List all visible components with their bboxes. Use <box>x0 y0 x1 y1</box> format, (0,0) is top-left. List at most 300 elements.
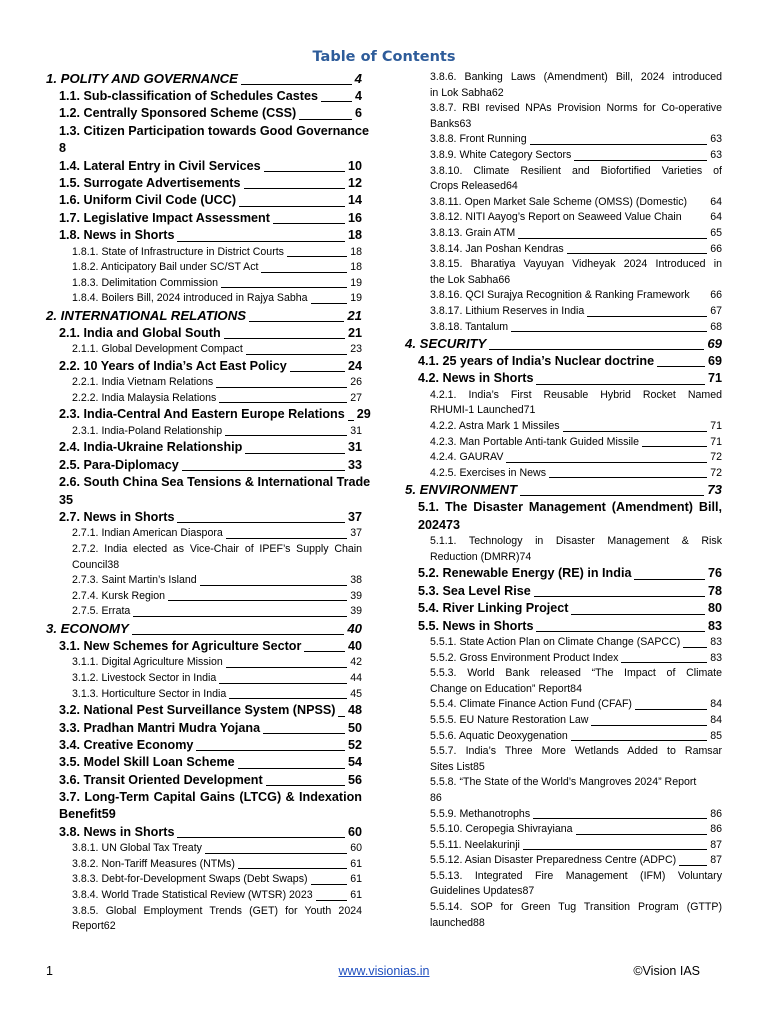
dotted-leader <box>177 837 345 838</box>
toc-entry[interactable] <box>46 687 362 703</box>
dotted-leader <box>536 384 705 385</box>
dotted-leader <box>177 241 345 242</box>
toc-entry[interactable] <box>46 872 362 888</box>
toc-entry-page: 71 <box>710 420 722 433</box>
toc-entry[interactable] <box>46 88 362 105</box>
toc-entry[interactable] <box>405 838 722 854</box>
dotted-leader <box>536 631 705 632</box>
toc-entry[interactable] <box>405 713 722 729</box>
toc-entry-page: 64 <box>710 211 722 224</box>
dotted-leader <box>249 321 344 322</box>
toc-entry[interactable] <box>46 227 362 244</box>
toc-entry-title: 2.7. News in Shorts <box>59 509 175 524</box>
toc-entry-title: 3.8.8. Front Running <box>430 133 527 146</box>
toc-entry[interactable] <box>46 638 362 655</box>
toc-entry-page: 73 <box>707 482 722 498</box>
toc-entry-title: 3.8.11. Open Market Sale Scheme (OMSS) (Domestic) <box>430 195 688 208</box>
dotted-leader <box>133 616 347 617</box>
toc-entry-page: 85 <box>472 760 485 773</box>
toc-entry-title: 1.8.1. State of Infrastructure in District Courts <box>72 245 284 258</box>
toc-entry-page: 27 <box>350 391 362 404</box>
toc-entry[interactable] <box>405 618 722 635</box>
toc-entry-title: 5.5.4. Climate Finance Action Fund (CFAF) <box>430 698 632 711</box>
toc-entry-page: 45 <box>350 687 362 700</box>
toc-entry[interactable] <box>405 101 722 132</box>
toc-entry[interactable] <box>46 526 362 542</box>
toc-entry-page: 84 <box>710 713 722 726</box>
toc-entry[interactable] <box>405 288 722 304</box>
dotted-leader <box>216 387 347 388</box>
dotted-leader <box>311 303 348 304</box>
toc-entry-page: 76 <box>707 566 722 581</box>
toc-entry[interactable] <box>405 370 722 387</box>
toc-entry-page: 86 <box>430 791 442 804</box>
toc-entry-title: 3.8.10. Climate Resilient and Biofortified Varieties of <box>430 164 722 177</box>
toc-entry-page: 56 <box>347 772 362 787</box>
toc-entry[interactable] <box>46 439 362 456</box>
toc-entry-title: 3.8.17. Lithium Reserves in India <box>430 304 585 317</box>
dotted-leader <box>571 740 707 741</box>
toc-entry-title: 1.8.3. Delimitation Commission <box>72 276 219 289</box>
toc-entry-page: 87 <box>710 854 722 867</box>
toc-entry-title: 3.8. News in Shorts <box>59 824 175 839</box>
dotted-leader <box>511 331 707 332</box>
toc-entry[interactable] <box>46 325 362 342</box>
toc-entry[interactable] <box>405 583 722 600</box>
toc-entry[interactable] <box>405 853 722 869</box>
toc-entry[interactable] <box>405 226 722 242</box>
toc-entry-title-continued: Benefit <box>59 807 102 822</box>
toc-entry-title-continued: Crops Released <box>430 180 506 193</box>
toc-entry-title: 5.3. Sea Level Rise <box>418 583 531 598</box>
toc-entry-title: 2.1. India and Global South <box>59 325 221 340</box>
dotted-leader <box>241 84 352 85</box>
toc-entry[interactable] <box>46 720 362 737</box>
toc-entry-title: 3.8.18. Tantalum <box>430 320 509 333</box>
toc-entry[interactable] <box>405 481 722 499</box>
toc-entry-title-continued: launched <box>430 916 474 929</box>
toc-entry-title-continued: 2024 <box>418 517 447 532</box>
dotted-leader <box>311 884 348 885</box>
toc-entry[interactable] <box>405 822 722 838</box>
toc-entry-page: 37 <box>347 509 362 524</box>
toc-entry-title: 3.1.3. Horticulture Sector in India <box>72 687 227 700</box>
toc-entry-page: 84 <box>710 698 722 711</box>
toc-entry-title: 1.1. Sub-classification of Schedules Castes <box>59 88 318 103</box>
toc-entry-title: 3.8.2. Non-Tariff Measures (NTMs) <box>72 857 235 870</box>
toc-entry-page: 64 <box>710 195 722 208</box>
toc-entry-page: 39 <box>350 605 362 618</box>
dotted-leader <box>634 579 705 580</box>
toc-entry-page: 44 <box>350 671 362 684</box>
toc-entry[interactable] <box>405 195 722 211</box>
toc-entry-title-continued: in Lok Sabha <box>430 86 492 99</box>
toc-entry-page: 23 <box>350 343 362 356</box>
dotted-leader <box>200 585 348 586</box>
toc-entry-page: 71 <box>710 435 722 448</box>
toc-entry[interactable] <box>405 353 722 370</box>
toc-entry-title: 5.2. Renewable Energy (RE) in India <box>418 566 632 581</box>
toc-entry[interactable] <box>46 391 362 407</box>
toc-entry[interactable] <box>46 70 362 88</box>
toc-entry[interactable] <box>46 754 362 771</box>
dotted-leader <box>221 287 347 288</box>
toc-entry[interactable] <box>46 474 371 509</box>
toc-entry-page: 88 <box>473 916 485 929</box>
toc-entry[interactable] <box>46 192 362 209</box>
toc-entry[interactable] <box>46 123 370 158</box>
toc-entry-page: 21 <box>347 325 362 340</box>
toc-entry-page: 71 <box>707 371 722 386</box>
toc-entry-page: 83 <box>707 618 722 633</box>
dotted-leader <box>348 420 354 421</box>
dotted-leader <box>224 338 345 339</box>
toc-entry-title: 2.7.1. Indian American Diaspora <box>72 527 223 540</box>
toc-entry-page: 19 <box>350 292 362 305</box>
footer-website-link[interactable]: www.visionias.in <box>338 964 430 978</box>
toc-entry-page: 86 <box>710 823 722 836</box>
toc-entry-title: 3.8.1. UN Global Tax Treaty <box>72 842 202 855</box>
dotted-leader <box>238 768 345 769</box>
toc-entry-title: 1.2. Centrally Sponsored Scheme (CSS) <box>59 106 297 121</box>
toc-entry-page: 29 <box>356 407 371 422</box>
toc-entry[interactable] <box>405 534 722 565</box>
toc-entry[interactable] <box>405 164 722 195</box>
toc-entry[interactable] <box>46 573 362 589</box>
toc-entry-title: 3.1.2. Livestock Sector in India <box>72 671 217 684</box>
toc-entry-title-continued: Change on Education” Report <box>430 682 571 695</box>
toc-entry[interactable] <box>405 320 722 336</box>
toc-entry-title: 2.4. India-Ukraine Relationship <box>59 440 243 455</box>
toc-entry[interactable] <box>405 388 722 419</box>
dotted-leader <box>219 402 347 403</box>
toc-entry-title: 3.4. Creative Economy <box>59 737 194 752</box>
dotted-leader <box>246 354 347 355</box>
dotted-leader <box>642 446 707 447</box>
toc-entry[interactable] <box>405 435 722 451</box>
toc-entry[interactable] <box>46 542 362 573</box>
toc-entry-page: 31 <box>350 424 362 437</box>
toc-entry[interactable] <box>405 744 722 775</box>
toc-entry-title: 4.1. 25 years of India’s Nuclear doctrine <box>418 354 655 369</box>
toc-entry[interactable] <box>46 904 362 935</box>
dotted-leader <box>132 634 345 635</box>
toc-entry-page: 66 <box>710 242 722 255</box>
dotted-leader <box>316 900 348 901</box>
toc-entry-page: 83 <box>710 635 722 648</box>
toc-entry-title: 3.5. Model Skill Loan Scheme <box>59 755 235 770</box>
toc-entry-page: 26 <box>350 376 362 389</box>
toc-entry[interactable] <box>46 737 362 754</box>
toc-entry[interactable] <box>46 509 362 526</box>
toc-entry-page: 59 <box>101 807 116 822</box>
toc-entry-title: 1. POLITY AND GOVERNANCE <box>46 71 238 86</box>
toc-entry-page: 63 <box>710 133 722 146</box>
dotted-leader <box>225 435 347 436</box>
toc-entry-title: 1.8. News in Shorts <box>59 228 175 243</box>
toc-entry[interactable] <box>46 772 362 789</box>
toc-column-right <box>405 70 722 931</box>
dotted-leader <box>679 865 707 866</box>
toc-entry[interactable] <box>405 807 722 823</box>
toc-entry-title: 2.3. India-Central And Eastern Europe Relations <box>59 407 345 422</box>
toc-entry[interactable] <box>46 424 362 440</box>
toc-entry-page: 8 <box>59 141 67 156</box>
toc-entry-title: 1.3. Citizen Participation towards Good Governance <box>59 123 370 138</box>
toc-entry-page: 12 <box>347 175 362 190</box>
toc-entry[interactable] <box>46 671 362 687</box>
toc-entry-title: 3.8.13. Grain ATM <box>430 226 516 239</box>
toc-entry[interactable] <box>405 729 722 745</box>
toc-entry-title: 1.8.2. Anticipatory Bail under SC/ST Act <box>72 261 259 274</box>
toc-entry-title: 2.2.1. India Vietnam Relations <box>72 376 214 389</box>
toc-entry[interactable] <box>405 450 722 466</box>
toc-entry[interactable] <box>405 257 722 288</box>
dotted-leader <box>534 596 705 597</box>
toc-entry-title: 2.2.2. India Malaysia Relations <box>72 391 217 404</box>
toc-entry-title: 5.4. River Linking Project <box>418 601 569 616</box>
dotted-leader <box>571 614 705 615</box>
toc-entry-title: 2.6. South China Sea Tensions & International Trade <box>59 475 371 490</box>
toc-entry-page: 83 <box>710 651 722 664</box>
toc-entry-title: 2.7.2. India elected as Vice-Chair of IPEF’s Supply Chain <box>72 542 362 555</box>
dotted-leader <box>196 750 345 751</box>
toc-entry-title-continued: Guidelines Updates <box>430 885 523 898</box>
footer-page-number: 1 <box>46 964 53 978</box>
toc-entry-page: 18 <box>350 245 362 258</box>
toc-entry[interactable] <box>405 666 722 697</box>
toc-entry-page: 31 <box>347 440 362 455</box>
toc-entry[interactable] <box>405 900 722 931</box>
dotted-leader <box>563 431 708 432</box>
toc-entry[interactable] <box>46 789 362 824</box>
toc-entry-page: 78 <box>707 583 722 598</box>
dotted-leader <box>182 470 345 471</box>
toc-entry-title: 2.3.1. India-Poland Relationship <box>72 424 223 437</box>
toc-entry-page: 54 <box>347 755 362 770</box>
toc-entry-title: 5.5.7. India’s Three More Wetlands Added to Ramsar <box>430 745 722 758</box>
toc-entry[interactable] <box>46 245 362 261</box>
toc-entry-title: 2.7.4. Kursk Region <box>72 589 166 602</box>
toc-entry-page: 74 <box>519 550 532 563</box>
toc-entry[interactable] <box>46 888 362 904</box>
toc-entry-title: 4.2. News in Shorts <box>418 371 534 386</box>
toc-entry-page: 66 <box>710 289 722 302</box>
toc-entry-title: 5.5.13. Integrated Fire Management (IFM) Voluntary <box>430 869 722 882</box>
toc-entry[interactable] <box>405 132 722 148</box>
toc-entry-title: 5. ENVIRONMENT <box>405 482 518 498</box>
dotted-leader <box>261 272 347 273</box>
toc-entry-title-continued: Banks <box>430 117 460 130</box>
toc-entry-title: 3.1. New Schemes for Agriculture Sector <box>59 638 302 653</box>
toc-entry[interactable] <box>46 604 362 620</box>
toc-entry-title: 3.7. Long-Term Capital Gains (LTCG) & Indexation <box>59 790 362 805</box>
toc-entry-title: 4. SECURITY <box>405 336 487 352</box>
toc-entry-page: 85 <box>710 729 722 742</box>
dotted-leader <box>287 256 347 257</box>
dotted-leader <box>290 371 345 372</box>
toc-entry[interactable] <box>46 655 362 671</box>
toc-entry-page: 84 <box>570 682 582 695</box>
toc-entry-page: 52 <box>347 737 362 752</box>
dotted-leader <box>576 834 708 835</box>
toc-entry[interactable] <box>405 242 722 258</box>
toc-entry[interactable] <box>405 697 722 713</box>
toc-entry[interactable] <box>405 335 722 353</box>
dotted-leader <box>635 709 707 710</box>
toc-entry-title: 1.6. Uniform Civil Code (UCC) <box>59 193 237 208</box>
toc-entry-page: 38 <box>350 574 362 587</box>
dotted-leader <box>226 538 347 539</box>
toc-entry[interactable] <box>405 565 722 582</box>
toc-entry-page: 48 <box>347 703 362 718</box>
toc-entry-title: 3.3. Pradhan Mantri Mudra Yojana <box>59 720 261 735</box>
toc-entry[interactable] <box>46 457 362 474</box>
toc-entry-page: 63 <box>710 148 722 161</box>
toc-entry[interactable] <box>405 635 722 651</box>
toc-entry-title: 5.5.11. Neelakurinji <box>430 838 520 851</box>
dotted-leader <box>533 818 707 819</box>
toc-entry-title: 3. ECONOMY <box>46 620 129 636</box>
toc-entry-page: 61 <box>350 889 362 902</box>
toc-entry[interactable] <box>405 210 722 226</box>
dotted-leader <box>587 316 707 317</box>
toc-entry-title: 2.1.1. Global Development Compact <box>72 343 243 356</box>
dotted-leader <box>574 160 707 161</box>
toc-column-left <box>46 70 371 935</box>
toc-entry-page: 4 <box>354 88 362 103</box>
toc-entry-page: 4 <box>354 71 362 86</box>
dotted-leader <box>264 171 345 172</box>
toc-entry[interactable] <box>46 175 362 192</box>
toc-entry[interactable] <box>46 620 362 638</box>
toc-entry-title-continued: the Lok Sabha <box>430 273 499 286</box>
toc-entry-page: 6 <box>354 106 362 121</box>
toc-entry-title: 2.7.5. Errata <box>72 605 131 618</box>
toc-entry-title: 5.5.12. Asian Disaster Preparedness Centre (ADPC) <box>430 854 677 867</box>
toc-entry-page: 72 <box>710 466 722 479</box>
toc-entry-title: 5.5.6. Aquatic Deoxygenation <box>430 729 568 742</box>
toc-entry-page: 80 <box>707 601 722 616</box>
dotted-leader <box>657 366 705 367</box>
toc-entry[interactable] <box>46 702 362 719</box>
toc-entry[interactable] <box>405 651 722 667</box>
toc-entry-page: 87 <box>522 885 535 898</box>
toc-entry[interactable] <box>405 148 722 164</box>
toc-entry-page: 65 <box>710 226 722 239</box>
footer-copyright: ©Vision IAS <box>633 964 700 978</box>
toc-entry[interactable] <box>46 105 362 122</box>
toc-entry-title: 3.8.12. NITI Aayog’s Report on Seaweed Value Chain <box>430 211 682 224</box>
dotted-leader <box>219 683 347 684</box>
toc-entry-title: 3.8.9. White Category Sectors <box>430 148 572 161</box>
toc-entry[interactable] <box>405 304 722 320</box>
toc-entry[interactable] <box>46 358 362 375</box>
toc-entry-title: 2.2. 10 Years of India’s Act East Policy <box>59 358 287 373</box>
toc-entry[interactable] <box>405 70 722 101</box>
dotted-leader <box>205 853 347 854</box>
dotted-leader <box>523 849 707 850</box>
dotted-leader <box>177 522 345 523</box>
toc-entry-page: 69 <box>707 336 722 352</box>
toc-entry[interactable] <box>46 342 362 358</box>
toc-entry-title: 3.8.6. Banking Laws (Amendment) Bill, 2024 introduced <box>430 71 722 83</box>
toc-entry[interactable] <box>46 857 362 873</box>
toc-entry[interactable] <box>46 210 362 227</box>
toc-entry-page: 24 <box>347 358 362 373</box>
dotted-leader <box>273 223 345 224</box>
toc-entry[interactable] <box>405 869 722 900</box>
dotted-leader <box>506 462 707 463</box>
page-title: Table of Contents <box>312 49 456 65</box>
toc-entry-title: 4.2.5. Exercises in News <box>430 466 546 479</box>
toc-entry-page: 39 <box>350 589 362 602</box>
dotted-leader <box>530 144 708 145</box>
toc-entry-page: 68 <box>710 320 722 333</box>
toc-entry[interactable] <box>46 291 362 307</box>
toc-entry-page: 62 <box>103 920 116 933</box>
toc-entry-title: 2.7.3. Saint Martin’s Island <box>72 574 197 587</box>
toc-entry-page: 66 <box>498 273 511 286</box>
toc-entry-title-continued: Sites List <box>430 760 473 773</box>
toc-entry-page: 62 <box>491 86 504 99</box>
toc-entry[interactable] <box>46 158 362 175</box>
toc-entry[interactable] <box>46 589 362 605</box>
dotted-leader <box>591 725 707 726</box>
toc-entry-page: 61 <box>350 873 362 886</box>
toc-entry-page: 50 <box>347 720 362 735</box>
toc-entry[interactable] <box>46 841 362 857</box>
toc-entry-page: 73 <box>446 517 461 532</box>
toc-entry-title: 3.2. National Pest Surveillance System (NPSS) <box>59 703 336 718</box>
dotted-leader <box>245 453 345 454</box>
toc-entry-title: 5.5.14. SOP for Green Tug Transition Program (GTTP) <box>430 901 722 914</box>
toc-entry-title: 3.6. Transit Oriented Development <box>59 772 263 787</box>
toc-entry-title: 5.5.9. Methanotrophs <box>430 807 531 820</box>
toc-entry[interactable] <box>405 466 722 482</box>
toc-entry-title: 5.5.10. Ceropegia Shivrayiana <box>430 823 573 836</box>
toc-entry-page: 60 <box>347 824 362 839</box>
toc-entry-title: 5.5.8. “The State of the World’s Mangroves 2024” Report <box>430 776 697 789</box>
toc-entry[interactable] <box>405 499 722 534</box>
toc-entry-title: 2. INTERNATIONAL RELATIONS <box>46 307 247 323</box>
toc-entry-page: 64 <box>505 180 518 193</box>
dotted-leader <box>338 716 345 717</box>
toc-entry[interactable] <box>405 419 722 435</box>
toc-entry-title-continued: Reduction (DMRR) <box>430 550 520 563</box>
toc-entry[interactable] <box>46 260 362 276</box>
toc-entry-page: 87 <box>710 838 722 851</box>
toc-entry[interactable] <box>46 375 362 391</box>
dotted-leader <box>244 188 345 189</box>
toc-entry[interactable] <box>46 307 362 325</box>
toc-entry-page: 18 <box>347 228 362 243</box>
dotted-leader <box>489 349 704 350</box>
toc-entry-title: 5.5. News in Shorts <box>418 618 534 633</box>
toc-entry[interactable] <box>46 276 362 292</box>
toc-entry-title: 1.7. Legislative Impact Assessment <box>59 210 270 225</box>
toc-entry[interactable] <box>405 600 722 617</box>
toc-entry[interactable] <box>405 775 722 806</box>
toc-entry[interactable] <box>46 406 371 423</box>
toc-entry-title: 3.8.15. Bharatiya Vayuyan Vidheyak 2024 Introduced in <box>430 258 722 271</box>
toc-entry[interactable] <box>46 824 362 841</box>
toc-entry-title: 2.5. Para-Diplomacy <box>59 457 179 472</box>
dotted-leader <box>229 698 347 699</box>
dotted-leader <box>518 238 707 239</box>
toc-entry-page: 19 <box>350 276 362 289</box>
toc-entry-title: 5.1.1. Technology in Disaster Management & Risk <box>430 535 722 548</box>
